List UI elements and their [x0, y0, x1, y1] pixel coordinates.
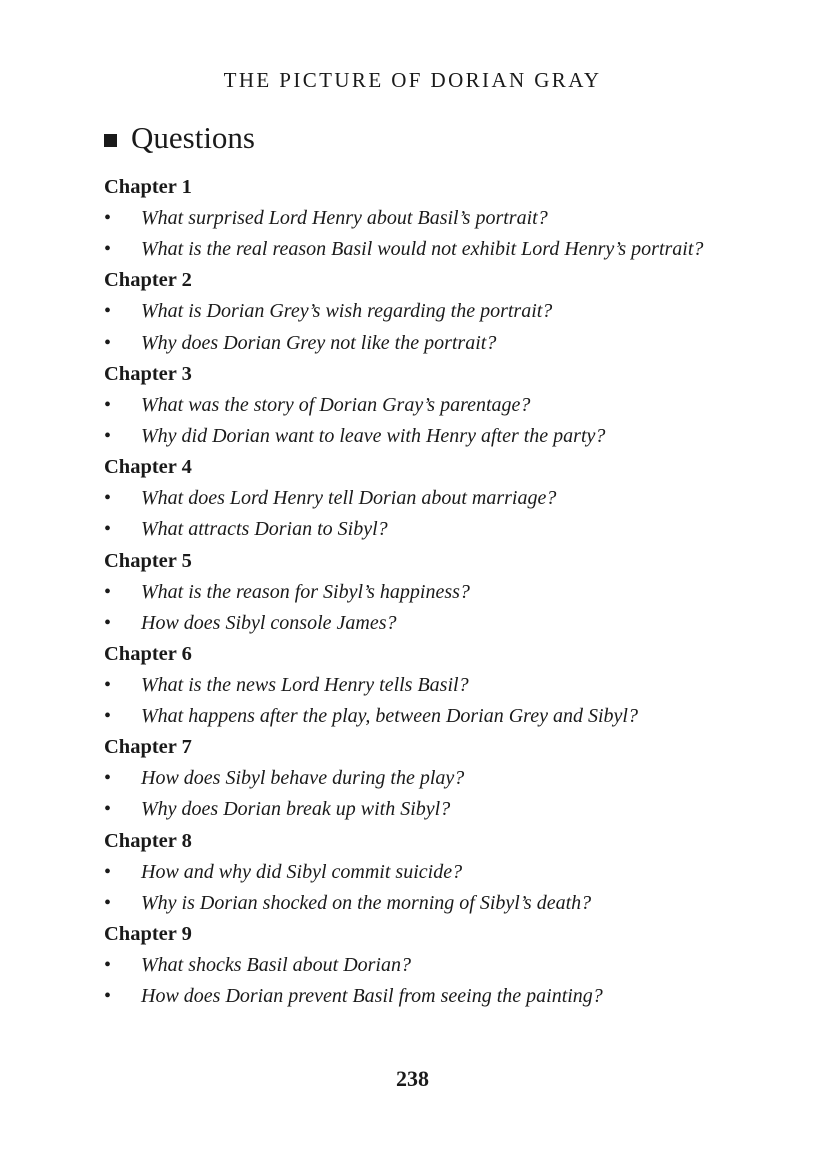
question-text: Why does Dorian break up with Sibyl? [141, 798, 451, 821]
bullet-icon: • [104, 580, 112, 603]
chapter-block [104, 265, 784, 358]
question-item [104, 794, 784, 825]
chapter-block [104, 359, 784, 452]
question-text: Why is Dorian shocked on the morning of Sibyl’s death? [141, 891, 592, 914]
bullet-icon: • [104, 238, 112, 261]
chapter-title: Chapter 4 [104, 456, 192, 479]
bullet-icon: • [104, 300, 112, 323]
bullet-icon: • [104, 207, 112, 229]
chapter-block [104, 732, 784, 825]
question-text: How does Sibyl behave during the play? [141, 767, 465, 790]
section-title: Questions [131, 120, 255, 155]
question-item [104, 234, 784, 265]
chapter-title: Chapter 7 [104, 736, 192, 759]
black-square-icon [104, 134, 117, 147]
running-head-title: THE PICTURE OF DORIAN GRAY [223, 68, 602, 92]
bullet-icon: • [104, 331, 112, 354]
question-text: What happens after the play, between Dorian Grey and Sibyl? [141, 705, 638, 728]
question-text: How and why did Sibyl commit suicide? [141, 860, 463, 883]
question-item [104, 888, 784, 919]
question-text: Why does Dorian Grey not like the portrait? [141, 331, 497, 354]
section-heading [104, 118, 255, 158]
chapter-title: Chapter 2 [104, 269, 192, 292]
question-text: What is the real reason Basil would not exhibit Lord Henry’s portrait? [141, 238, 704, 261]
chapter-title: Chapter 5 [104, 549, 192, 572]
question-item [104, 421, 784, 452]
chapter-title: Chapter 3 [104, 362, 192, 385]
page-number: 238 [396, 1066, 429, 1091]
question-item [104, 296, 784, 327]
chapter-block [104, 172, 784, 265]
chapter-block [104, 452, 784, 545]
bullet-icon: • [104, 424, 112, 447]
chapter-title: Chapter 1 [104, 176, 192, 198]
bullet-icon: • [104, 611, 112, 634]
question-item [104, 514, 784, 545]
question-item [104, 390, 784, 421]
question-text: What shocks Basil about Dorian? [141, 954, 411, 976]
question-text: What is the news Lord Henry tells Basil? [141, 673, 469, 696]
question-text: How does Sibyl console James? [141, 611, 397, 634]
chapter-block [104, 639, 784, 732]
question-text: What is the reason for Sibyl’s happiness? [141, 580, 470, 603]
question-item [104, 577, 784, 608]
bullet-icon: • [104, 487, 112, 510]
question-item [104, 950, 784, 981]
bullet-icon: • [104, 891, 112, 914]
question-item [104, 328, 784, 359]
bullet-icon: • [104, 673, 112, 696]
chapter-block [104, 826, 784, 919]
questions-list [104, 172, 784, 1012]
chapter-title: Chapter 9 [104, 923, 192, 945]
question-text: What is Dorian Grey’s wish regarding the portrait? [141, 300, 553, 323]
bullet-icon: • [104, 518, 112, 541]
question-item [104, 701, 784, 732]
chapter-title: Chapter 8 [104, 829, 192, 852]
chapter-title: Chapter 6 [104, 642, 192, 665]
bullet-icon: • [104, 985, 112, 1008]
bullet-icon: • [104, 860, 112, 883]
question-item [104, 981, 784, 1012]
question-text: What does Lord Henry tell Dorian about marriage? [141, 487, 557, 510]
chapter-block [104, 919, 784, 1012]
question-text: How does Dorian prevent Basil from seeing the painting? [141, 985, 603, 1008]
question-text: What attracts Dorian to Sibyl? [141, 518, 388, 541]
question-item [104, 763, 784, 794]
bullet-icon: • [104, 767, 112, 790]
chapter-block [104, 546, 784, 639]
bullet-icon: • [104, 798, 112, 821]
question-item [104, 203, 784, 234]
question-item [104, 670, 784, 701]
bullet-icon: • [104, 705, 112, 728]
question-item [104, 857, 784, 888]
question-text: What surprised Lord Henry about Basil’s portrait? [141, 207, 548, 229]
question-text: What was the story of Dorian Gray’s parentage? [141, 393, 531, 416]
question-text: Why did Dorian want to leave with Henry after the party? [141, 424, 606, 447]
question-item [104, 608, 784, 639]
bullet-icon: • [104, 954, 112, 976]
question-item [104, 483, 784, 514]
bullet-icon: • [104, 393, 112, 416]
